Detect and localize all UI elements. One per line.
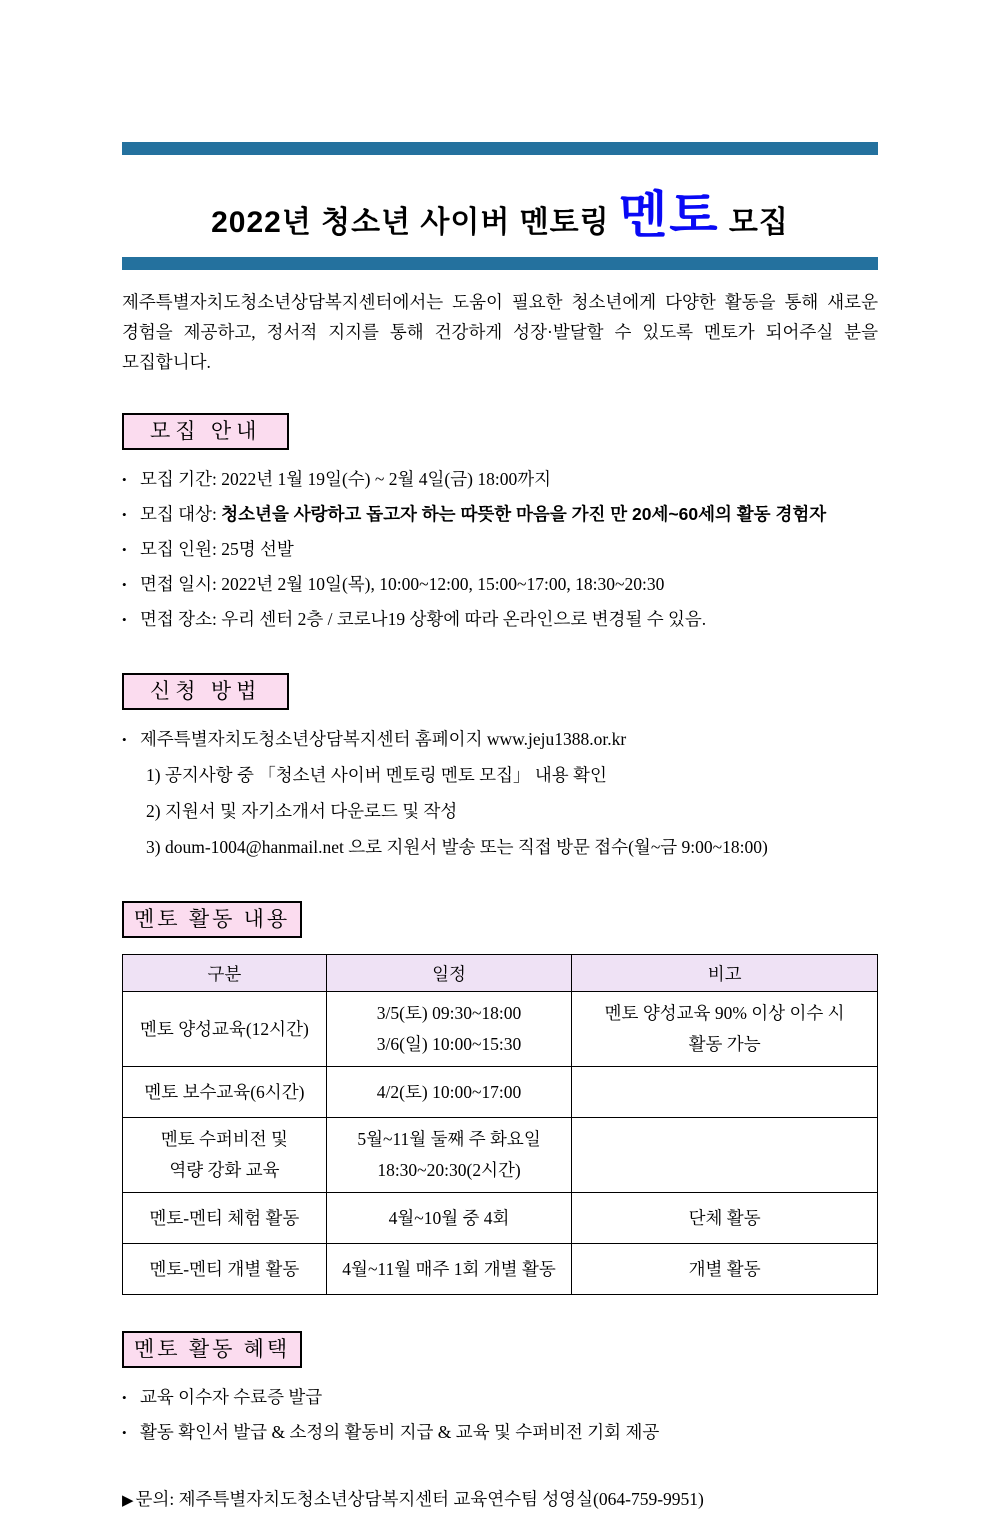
- top-rule-bar: [122, 142, 878, 155]
- bullet-icon: •: [122, 732, 127, 747]
- bullet-icon: •: [122, 1425, 127, 1440]
- title-prefix: 2022년 청소년 사이버 멘토링: [211, 206, 619, 239]
- recruit-info-list: [122, 462, 878, 637]
- benefits-list: [122, 1380, 878, 1450]
- list-item: [122, 602, 878, 637]
- apply-homepage: 제주특별자치도청소년상담복지센터 홈페이지 www.jeju1388.or.kr: [140, 729, 627, 749]
- arrow-icon: ▶: [122, 1493, 134, 1509]
- intro-part1: 제주특별자치도청소년상담복지센터에서는 도움이 필요한 청소년에게 다양한 활동을 통해 새로운 경험을 제공하고, 정서적 지지를 통해 건강하게 성장·발달할 수 있도록: [122, 292, 878, 342]
- section-heading-recruit-info: 모집 안내: [122, 413, 289, 450]
- title-block: [122, 155, 878, 257]
- cell-note-line: 단체 활동: [688, 1207, 761, 1228]
- intro-paragraph: [122, 287, 878, 377]
- cell-schedule-line: 5월~11월 둘째 주 화요일: [357, 1129, 541, 1149]
- recruit-target-value: 청소년을 사랑하고 돕고자 하는 따뜻한 마음을 가진 만 20세~60세의 활동 경험자: [221, 504, 827, 524]
- list-item: [122, 722, 878, 757]
- section-heading-benefits: 멘토 활동 혜택: [122, 1331, 302, 1368]
- list-item: [122, 1380, 878, 1415]
- table-row: [123, 1244, 878, 1295]
- section-heading-activities: 멘토 활동 내용: [122, 901, 302, 938]
- page-title: [211, 187, 789, 243]
- bullet-icon: •: [122, 507, 127, 522]
- cell-schedule-line: 18:30~20:30(2시간): [377, 1160, 521, 1180]
- list-item: [122, 532, 878, 567]
- cell-category: 멘토 양성교육(12시간): [140, 1018, 309, 1039]
- bullet-icon: •: [122, 577, 127, 592]
- cell-category: 멘토-멘티 개별 활동: [149, 1258, 300, 1279]
- contact-info: [122, 1484, 878, 1516]
- column-header-note: 비고: [572, 955, 878, 992]
- bullet-icon: •: [122, 612, 127, 627]
- list-item: [122, 567, 878, 602]
- recruit-period: 모집 기간: 2022년 1월 19일(수) ~ 2월 4일(금) 18:00까지: [140, 469, 552, 489]
- interview-date: 면접 일시: 2022년 2월 10일(목), 10:00~12:00, 15:00~17:00, 18:30~20:30: [140, 574, 665, 594]
- bullet-icon: •: [122, 1390, 127, 1405]
- cell-note-line: 활동 가능: [688, 1034, 761, 1054]
- list-item: [122, 497, 878, 532]
- title-highlight-mento: 멘토: [618, 187, 720, 243]
- intro-mento: 멘토: [703, 322, 738, 342]
- cell-schedule-line: 4/2(토) 10:00~17:00: [376, 1081, 522, 1102]
- recruit-count: 모집 인원: 25명 선발: [140, 539, 294, 559]
- column-header-category: 구분: [123, 955, 327, 992]
- apply-steps: [122, 757, 878, 865]
- section-heading-apply-method: 신청 방법: [122, 673, 289, 710]
- apply-method-list: [122, 722, 878, 757]
- recruit-target-label: 모집 대상:: [140, 504, 222, 524]
- cell-category: 멘토-멘티 체험 활동: [149, 1207, 300, 1228]
- table-row: [123, 1193, 878, 1244]
- list-item: [122, 1415, 878, 1450]
- table-row: [123, 1118, 878, 1193]
- benefit-certificate: 교육 이수자 수료증 발급: [140, 1387, 323, 1407]
- bullet-icon: •: [122, 542, 127, 557]
- table-row: [123, 992, 878, 1067]
- apply-step-1: 1) 공지사항 중 「청소년 사이버 멘토링 멘토 모집」 내용 확인: [146, 765, 607, 785]
- contact-text: 문의: 제주특별자치도청소년상담복지센터 교육연수팀 성영실(064-759-9951): [135, 1489, 704, 1509]
- title-suffix: 모집: [719, 206, 789, 239]
- cell-schedule-line: 3/6(일) 10:00~15:30: [376, 1034, 522, 1054]
- section-apply-method: [122, 673, 878, 865]
- list-item: [122, 462, 878, 497]
- intro-part2: 가 되어주실 분을 모집합니다.: [122, 322, 878, 372]
- section-activities: [122, 901, 878, 1295]
- cell-note-line: 멘토 양성교육 90% 이상 이수 시: [604, 1003, 845, 1023]
- bottom-rule-bar: [122, 257, 878, 270]
- cell-category: 멘토 보수교육(6시간): [144, 1081, 305, 1102]
- table-row: [123, 1067, 878, 1118]
- cell-schedule-line: 4월~10월 중 4회: [388, 1207, 510, 1228]
- column-header-schedule: 일정: [326, 955, 571, 992]
- cell-category-line: 멘토 수퍼비전 및: [160, 1129, 288, 1149]
- cell-schedule-line: 3/5(토) 09:30~18:00: [376, 1003, 522, 1023]
- section-benefits: [122, 1331, 878, 1450]
- interview-place: 면접 장소: 우리 센터 2층 / 코로나19 상황에 따라 온라인으로 변경될 수 있음.: [140, 609, 707, 629]
- table-header-row: [123, 955, 878, 992]
- cell-schedule-line: 4월~11월 매주 1회 개별 활동: [342, 1258, 556, 1279]
- cell-note-line: 개별 활동: [688, 1258, 761, 1279]
- apply-step-3: 3) doum-1004@hanmail.net 으로 지원서 발송 또는 직접 방문 접수(월~금 9:00~18:00): [146, 837, 768, 857]
- cell-category-line: 역량 강화 교육: [169, 1160, 280, 1180]
- section-recruit-info: [122, 413, 878, 637]
- activity-table: [122, 954, 878, 1295]
- bullet-icon: •: [122, 472, 127, 487]
- apply-step-2: 2) 지원서 및 자기소개서 다운로드 및 작성: [146, 801, 458, 821]
- benefit-allowance: 활동 확인서 발급 & 소정의 활동비 지급 & 교육 및 수퍼비전 기회 제공: [140, 1422, 660, 1442]
